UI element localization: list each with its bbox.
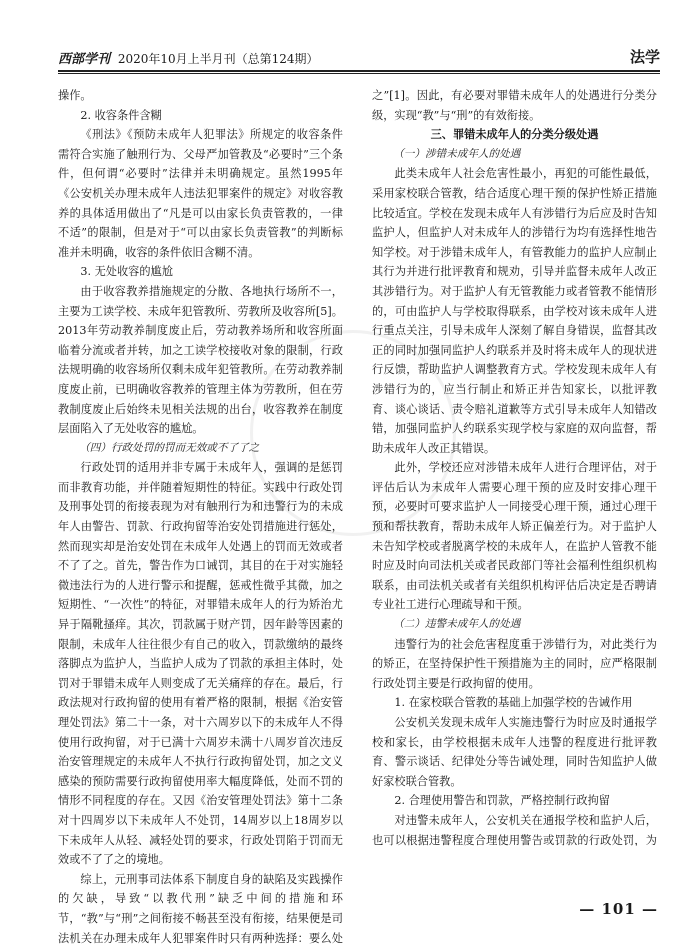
continued-text: 之”[1]。因此，有必要对罪错未成年人的处遇进行分类分级，实现“教”与“刑”的有效衔接。 bbox=[372, 89, 657, 122]
right-column bbox=[372, 86, 657, 846]
body-paragraph: 综上，元刑事司法体系下制度自身的缺陷及实践操作的欠缺，导致“以教代刑”缺乏中间的措施和环节，“教”与“刑”之间衔接不畅甚至没有衔接，结果便是司法机关在办理未成年人犯罪案件时只有两种选择：要么处 bbox=[58, 872, 343, 945]
page-number: — 101 — bbox=[579, 900, 658, 918]
body-paragraph: 《刑法》《预防未成年人犯罪法》所规定的收容条件需符合实施了触刑行为、父母严加管教及“必要时”三个条件，但何谓“必要时”法律并未明确规定。虽然1995年《公安机关办理未成年人违法犯罪案件的规定》对收容教养的具体适用做出了“凡是可以由家长负责管教的，一律不适”的限制，但是对于“可以由家长负责管教”的判断标准并未明确，收容的条件依旧含糊不清。 bbox=[58, 128, 343, 259]
header-rule-thick bbox=[58, 70, 660, 72]
body-paragraph: 对违警未成年人，公安机关在通报学校和监护人后，也可以根据违警程度合理使用警告或罚款的行政处罚，为 bbox=[372, 813, 657, 846]
body-paragraph: 行政处罚的适用并非专属于未成年人，强调的是惩罚而非教育功能，并伴随着短期性的特征。实践中行政处罚及刑事处罚的衔接表现为对有触刑行为和违警行为的未成年人由警告、罚款、行政拘留等治安处罚措施进行惩处，然而现实却是治安处罚在未成年人处遇上的罚而无效或者不了了之。首先，警告作为口诫罚，其目的在于对实施轻微违法行为的人进行警示和提醒，惩戒性微乎其微，加之短期性、“一次性”的特征，对罪错未成年人的行为矫治尤异于隔靴搔痒。其次，罚款属于财产罚，因年龄等因素的限制，未成年人往往很少有自己的收入，罚款缴纳的最终落脚点为监护人，当监护人成为了罚款的承担主体时，处罚对于罪错未成年人则变成了无关痛痒的存在。最后，行政法规对行政拘留的使用有着严格的限制，根据《治安管理处罚法》第二十一条，对十六周岁以下的未成年人不得使用行政拘留，对于已满十六周岁未满十八周岁首次违反治安管理规定的未成年人不执行行政拘留处罚，加之文义感染的预防需要行政拘留使用率大幅度降低，处而不罚的情形不同程度的存在。又因《治安管理处罚法》第十二条对十四周岁以下未成年人不处罚，14周岁以上18周岁以下未成年人从轻、减轻处罚的要求，行政处罚陷于罚而无效或不了了之的境地。 bbox=[58, 461, 343, 867]
numbered-heading: 2. 合理使用警告和罚款，严格控制行政拘留 bbox=[394, 794, 610, 808]
subsection-heading: （一）涉错未成年人的处遇 bbox=[393, 147, 521, 160]
body-paragraph: 公安机关发现未成年人实施违警行为时应及时通报学校和家长，由学校根据未成年人违警的程度进行批评教育、警示谈话、纪律处分等告诫处理，同时告知监护人做好家校联合管教。 bbox=[372, 716, 657, 788]
numbered-heading: 2. 收容条件含糊 bbox=[80, 108, 162, 122]
section-label: 法学 bbox=[629, 48, 660, 66]
page-header bbox=[58, 46, 660, 68]
section-heading: 三、罪错未成年人的分类分级处遇 bbox=[430, 127, 599, 142]
numbered-heading: 3. 无处收容的尴尬 bbox=[80, 265, 173, 279]
journal-name: 西部学刊 bbox=[58, 52, 111, 67]
journal-issue: 2020年10月上半月刊（总第124期） bbox=[117, 52, 319, 66]
body-paragraph: 由于收容教养措施规定的分散、各地执行场所不一，主要为工读学校、未成年犯管教所、劳教所及收容所[5]。2013年劳动教养制度废止后，劳动教养场所和收容所面临着分流或者并转，加之工读学校接收对象的限制，行政法规明确的收容场所仅剩未成年犯管教所。在劳动教养制度废止前，已明确收容教养的管理主体为劳教所，但在劳教制度废止后始终未见相关法规的出台，收容教养在制度层面陷入了无处收容的尴尬。 bbox=[58, 284, 343, 436]
left-column bbox=[58, 86, 343, 946]
header-rule-thin bbox=[58, 73, 660, 74]
subsection-heading: （四）行政处罚的罚而无效或不了了之 bbox=[79, 441, 260, 454]
body-paragraph: 此外，学校还应对涉错未成年人进行合理评估，对于评估后认为未成年人需要心理干预的应及时安排心理干预，必要时可要求监护人一同接受心理干预，通过心理干预和帮扶教育，帮助未成年人矫正偏差行为。对于监护人未告知学校或者脱离学校的未成年人，在监护人管教不能时应及时向司法机关或者民政部门等社会福利性组织机构联系，由司法机关或者有关组织机构评估后决定是否聘请专业社工进行心理疏导和干预。 bbox=[372, 461, 657, 612]
numbered-heading: 1. 在家校联合管教的基础上加强学校的告诫作用 bbox=[394, 696, 633, 710]
subsection-heading: （二）违警未成年人的处遇 bbox=[393, 618, 521, 631]
body-paragraph: 此类未成年人社会危害性最小，再犯的可能性最低，采用家校联合管教，结合适度心理干预的保护性矫正措施比较适宜。学校在发现未成年人有涉错行为后应及时告知监护人，但监护人对未成年人的涉错行为均有选择性地告知学校。对于涉错未成年人，有管教能力的监护人应制止其行为并进行批评教育和规劝，引导并监督未成年人改正其涉错行为。对于监护人有无管教能力或者管教不能情形的，可由监护人与学校取得联系，由学校对该未成年人进行重点关注，引导未成年人深刻了解自身错误，监督其改正的同时加强同监护人约联系并及时将未成年人的现状进行反馈，帮助监护人调整教育方式。学校发现未成年人有涉错行为的，应当行制止和矫正并告知家长，以批评教育、谈心谈话、责令赔礼道歉等方式引导未成年人知错改错，加强同监护人约联系实现学校与家庭的双向监督，帮助未成年人改正其错误。 bbox=[372, 167, 657, 455]
body-paragraph: 违警行为的社会危害程度重于涉错行为，对此类行为的矫正，在坚持保护性干预措施为主的同时，应严格限制行政处罚主要是行政拘留的使用。 bbox=[372, 637, 657, 690]
continued-text: 操作。 bbox=[58, 89, 92, 102]
journal-info bbox=[58, 48, 319, 67]
